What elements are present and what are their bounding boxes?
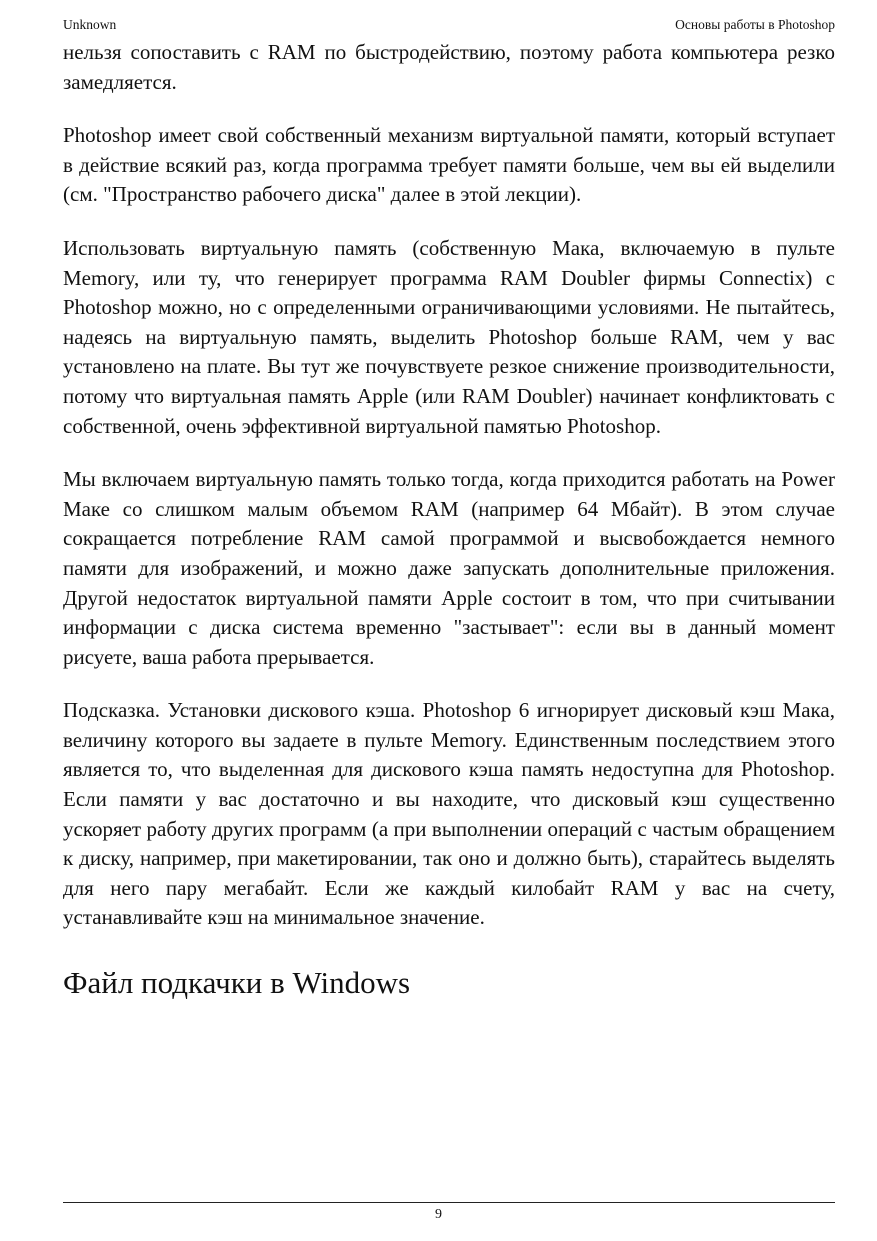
section-heading: Файл подкачки в Windows [63, 965, 411, 1001]
paragraph-2: Photoshop имеет свой собственный механизм виртуальной памяти, который вступает в действие всякий раз, когда программа требует памяти больше, чем вы ей выделили (см. "Пространство рабочего диска" далее в этой лекции). [63, 123, 835, 207]
paragraph-4: Мы включаем виртуальную память только тогда, когда приходится работать на Power Маке со слишком малым объемом RAM (например 64 Мбайт). В этом случае сокращается потребление RAM самой программой и высвобождается немного памяти для изображений, и можно даже запускать дополнительные приложения. Другой недостаток виртуальной памяти Apple состоит в том, что при считывании информации с диска система временно "застывает": если вы в данный момент рисуете, ваша работа прерывается. [63, 467, 835, 669]
running-header [63, 16, 835, 34]
header-right-title: Основы работы в Photoshop [675, 17, 835, 32]
paragraph-1: нельзя сопоставить с RAM по быстродействию, поэтому работа компьютера резко замедляется. [63, 40, 835, 94]
paragraph-5-tip: Подсказка. Установки дискового кэша. Photoshop 6 игнорирует дисковый кэш Мака, величину которого вы задаете в пульте Memory. Единственным последствием этого является то, что выделенная для дискового кэша память недоступна для Photoshop. Если памяти у вас достаточно и вы находите, что дисковый кэш существенно ускоряет работу других программ (а при выполнении операций с частым обращением к диску, например, при макетировании, так оно и должно быть), старайтесь выделять для него пару мегабайт. Если же каждый килобайт RAM у вас на счету, устанавливайте кэш на минимальное значение. [63, 698, 835, 930]
page-number: 9 [435, 1207, 442, 1222]
paragraph-3: Использовать виртуальную память (собственную Мака, включаемую в пульте Memory, или ту, что генерирует программа RAM Doubler фирмы Connectix) с Photoshop можно, но с определенными ограничивающими условиями. Не пытайтесь, надеясь на виртуальную память, выделить Photoshop больше RAM, чем у вас установлено на плате. Вы тут же почувствуете резкое снижение производительности, потому что виртуальная память Apple (или RAM Doubler) начинает конфликтовать с собственной, очень эффективной виртуальной памятью Photoshop. [63, 235, 835, 438]
header-left-text: Unknown [63, 17, 117, 32]
page-body [63, 38, 835, 1003]
footer-divider [63, 1202, 835, 1203]
